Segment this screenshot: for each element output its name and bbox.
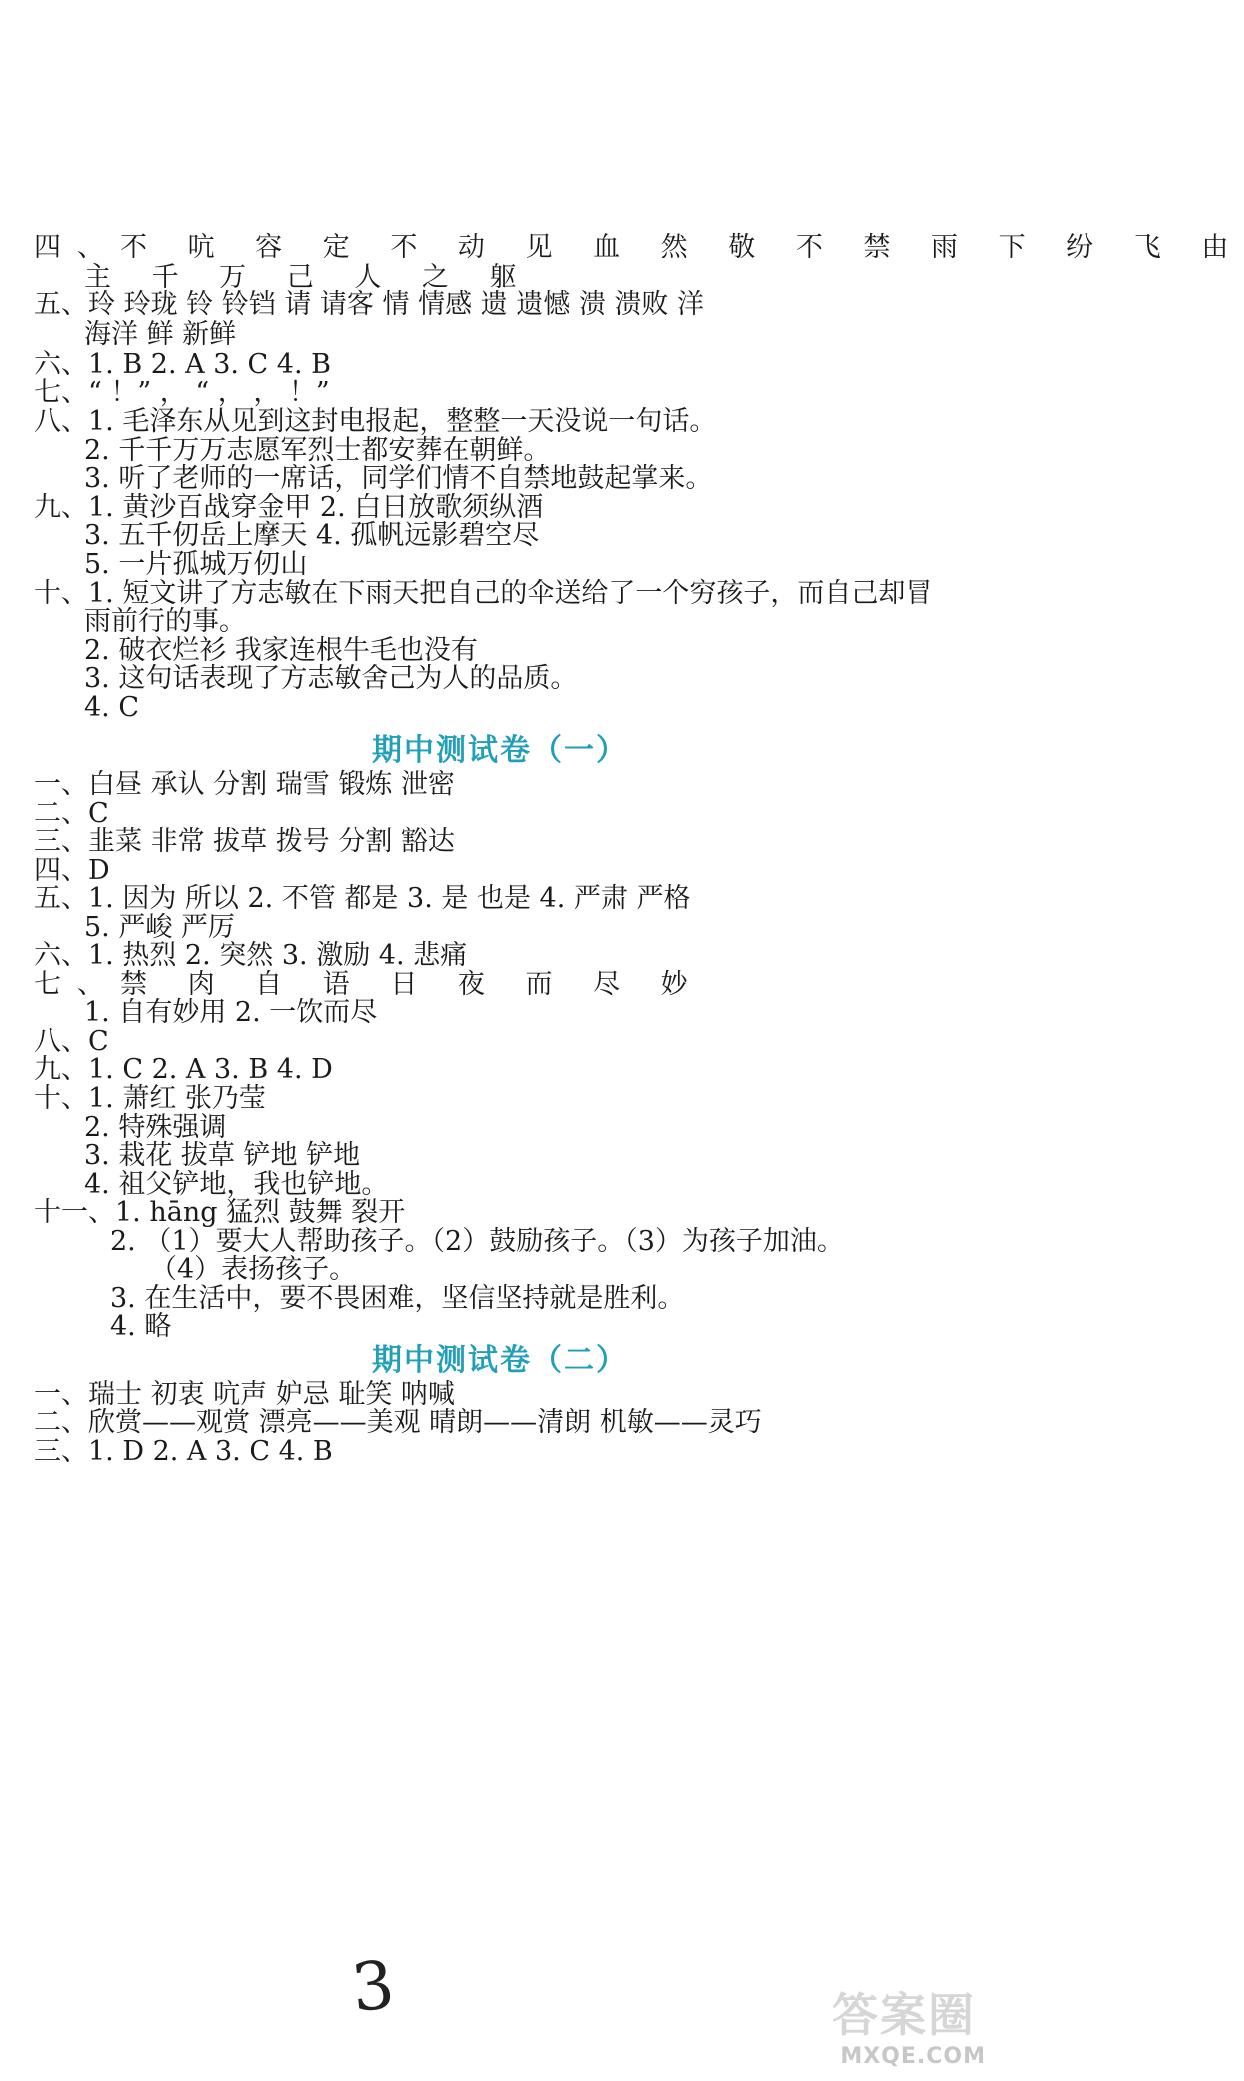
answer-line-m1-q7-2: 1. 自有妙用 2. 一饮而尽	[84, 997, 378, 1028]
answer-line-m1-q10-1: 十、1. 萧红 张乃莹	[34, 1083, 266, 1114]
answer-line-m1-q9: 九、1. C 2. A 3. B 4. D	[34, 1054, 333, 1085]
answer-line-q8-1: 八、1. 毛泽东从见到这封电报起，整整一天没说一句话。	[34, 406, 717, 437]
page-number: 3	[348, 1946, 398, 2027]
answer-line-q10-2: 2. 破衣烂衫 我家连根牛毛也没有	[84, 635, 478, 666]
answer-line-m1-q11-2b: （4）表扬孩子。	[150, 1254, 357, 1285]
answer-line-m1-q8: 八、C	[34, 1026, 109, 1057]
answer-line-m1-q7-1: 七、禁 肉 自 语 日 夜 而 尽 妙	[34, 969, 704, 1000]
answer-line-q10-4: 4. C	[84, 692, 140, 723]
answer-line-q4-2: 主 千 万 己 人 之 躯	[84, 262, 533, 293]
answer-line-q8-3: 3. 听了老师的一席话，同学们情不自禁地鼓起掌来。	[84, 463, 713, 494]
answer-line-m1-q1: 一、白昼 承认 分割 瑞雪 锻炼 泄密	[34, 769, 455, 800]
answer-line-m1-q5-2: 5. 严峻 严厉	[84, 912, 235, 943]
answer-line-q9-3: 5. 一片孤城万仞山	[84, 549, 308, 580]
answer-line-m1-q11-3: 3. 在生活中，要不畏困难，坚信坚持就是胜利。	[110, 1283, 685, 1314]
answer-line-m1-q4: 四、D	[34, 855, 110, 886]
answer-line-m1-q10-3: 3. 栽花 拔草 铲地 铲地	[84, 1140, 361, 1171]
answer-line-q10-3: 3. 这句话表现了方志敏舍己为人的品质。	[84, 663, 578, 694]
section-title-midterm-2: 期中测试卷（二）	[372, 1343, 628, 1378]
answer-line-q5-1: 五、玲 玲珑 铃 铃铛 请 请客 情 情感 遗 遗憾 溃 溃败 洋	[34, 289, 704, 320]
answer-line-q9-2: 3. 五千仞岳上摩天 4. 孤帆远影碧空尽	[84, 520, 540, 551]
answer-line-m1-q5-1: 五、1. 因为 所以 2. 不管 都是 3. 是 也是 4. 严肃 严格	[34, 883, 691, 914]
answer-line-m1-q10-2: 2. 特殊强调	[84, 1112, 227, 1143]
answer-line-q5-2: 海洋 鲜 新鲜	[84, 319, 237, 350]
answer-line-q10-1a: 十、1. 短文讲了方志敏在下雨天把自己的伞送给了一个穷孩子，而自己却冒	[34, 578, 933, 609]
answer-line-q10-1b: 雨前行的事。	[84, 606, 246, 637]
answer-line-q4-1: 四、不 吭 容 定 不 动 见 血 然 敬 不 禁 雨 下 纷 飞 由	[34, 232, 1244, 263]
watermark-logo-text: 答案圈	[832, 1988, 976, 2042]
watermark-logo	[786, 1975, 986, 2075]
answer-line-q6: 六、1. B 2. A 3. C 4. B	[34, 349, 331, 380]
answer-line-m1-q6: 六、1. 热烈 2. 突然 3. 激励 4. 悲痛	[34, 940, 468, 971]
section-title-midterm-1: 期中测试卷（一）	[372, 733, 628, 768]
answer-line-q9-1: 九、1. 黄沙百战穿金甲 2. 白日放歌须纵酒	[34, 492, 544, 523]
answer-line-m2-q1: 一、瑞士 初衷 吭声 妒忌 耻笑 呐喊	[34, 1379, 455, 1410]
answer-line-q8-2: 2. 千千万万志愿军烈士都安葬在朝鲜。	[84, 435, 551, 466]
answer-line-m1-q11-1: 十一、1. hāng 猛烈 鼓舞 裂开	[34, 1197, 406, 1228]
answer-line-m1-q2: 二、C	[34, 798, 109, 829]
answer-line-m1-q3: 三、韭菜 非常 拔草 拨号 分割 豁达	[34, 826, 455, 857]
answer-line-m2-q2: 二、欣赏——观赏 漂亮——美观 晴朗——清朗 机敏——灵巧	[34, 1407, 762, 1438]
answer-line-m1-q11-2a: 2. （1）要大人帮助孩子。（2）鼓励孩子。（3）为孩子加油。	[110, 1226, 844, 1257]
answer-line-q7: 七、“ ！” ， “ ， ， ！”	[34, 377, 330, 408]
answer-line-m2-q3: 三、1. D 2. A 3. C 4. B	[34, 1436, 333, 1467]
watermark-site: MXQE.COM	[840, 2044, 986, 2069]
answer-line-m1-q11-4: 4. 略	[110, 1311, 172, 1342]
answer-line-m1-q10-4: 4. 祖父铲地，我也铲地。	[84, 1169, 389, 1200]
